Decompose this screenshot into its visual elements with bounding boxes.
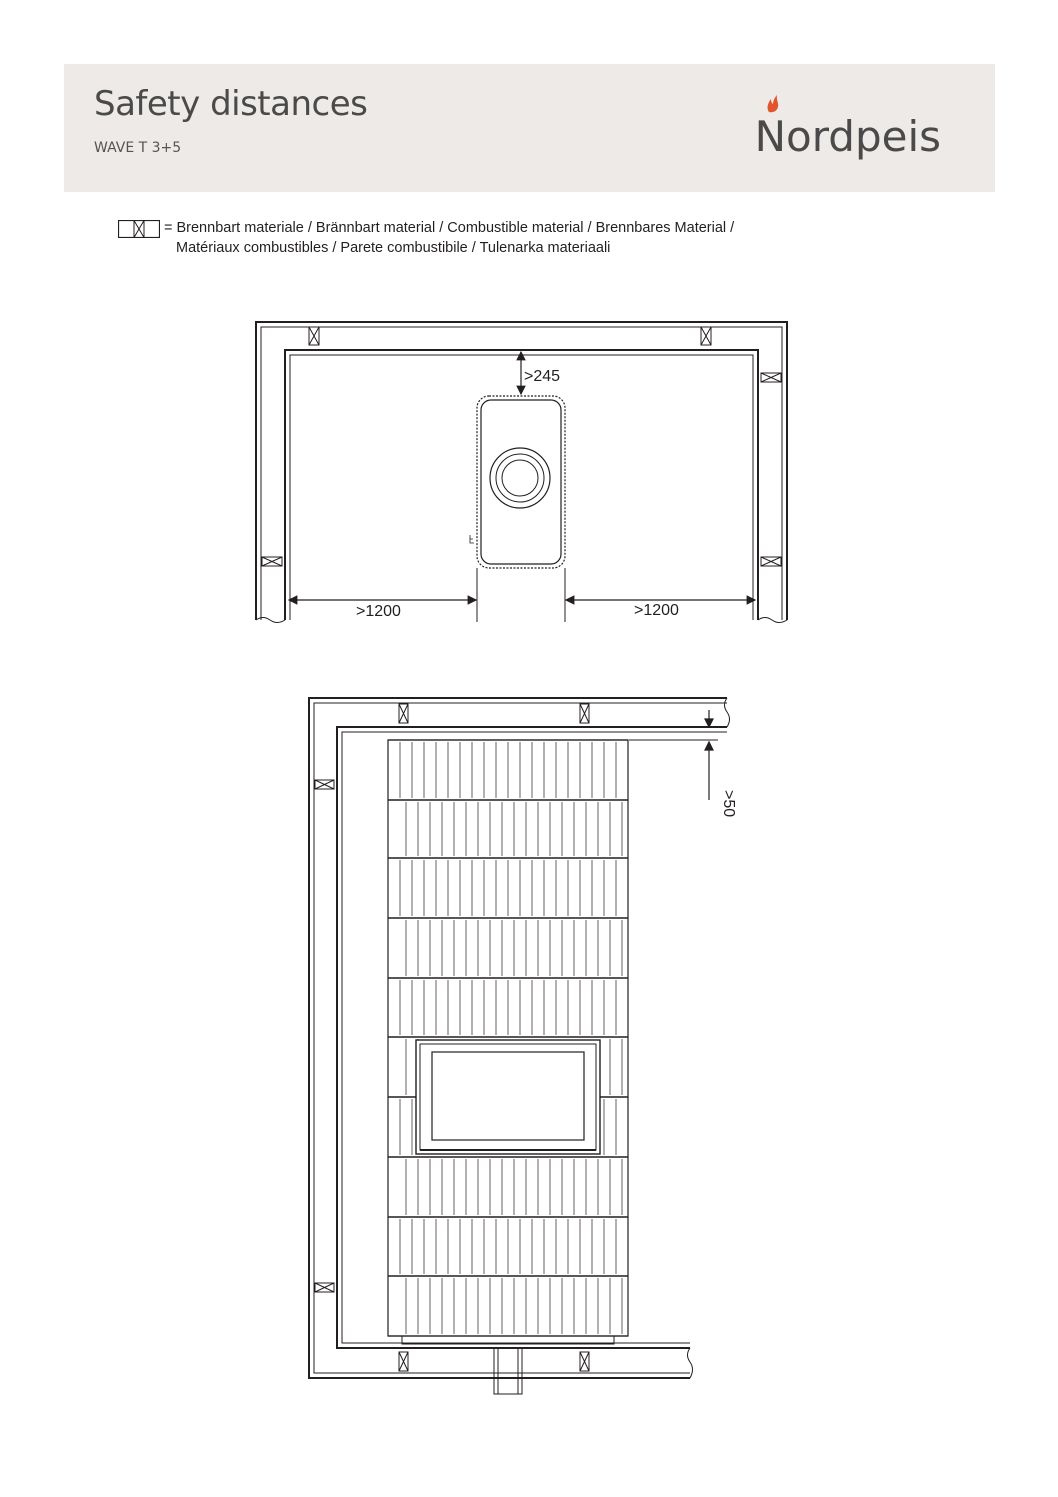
- page-subtitle: WAVE T 3+5: [94, 140, 182, 156]
- legend-line-1: = Brennbart materiale / Brännbart material / Combustible material / Brennbares Material /: [164, 220, 735, 236]
- right-distance-label: >1200: [634, 602, 679, 619]
- page-title: Safety distances: [94, 84, 368, 124]
- front-view-dimension: [629, 710, 718, 800]
- legend-line-2: Matériaux combustibles / Parete combustibile / Tulenarka materiaali: [176, 240, 611, 256]
- nordpeis-logo: Nordpeis: [754, 112, 941, 161]
- rear-distance-label: >245: [524, 368, 561, 385]
- side-distance-label: >50: [720, 790, 737, 818]
- front-view-stove: [388, 740, 628, 1344]
- left-distance-label: >1200: [356, 603, 401, 620]
- stove-tile-lines: [388, 740, 628, 1336]
- front-view-pipe: [494, 1348, 522, 1394]
